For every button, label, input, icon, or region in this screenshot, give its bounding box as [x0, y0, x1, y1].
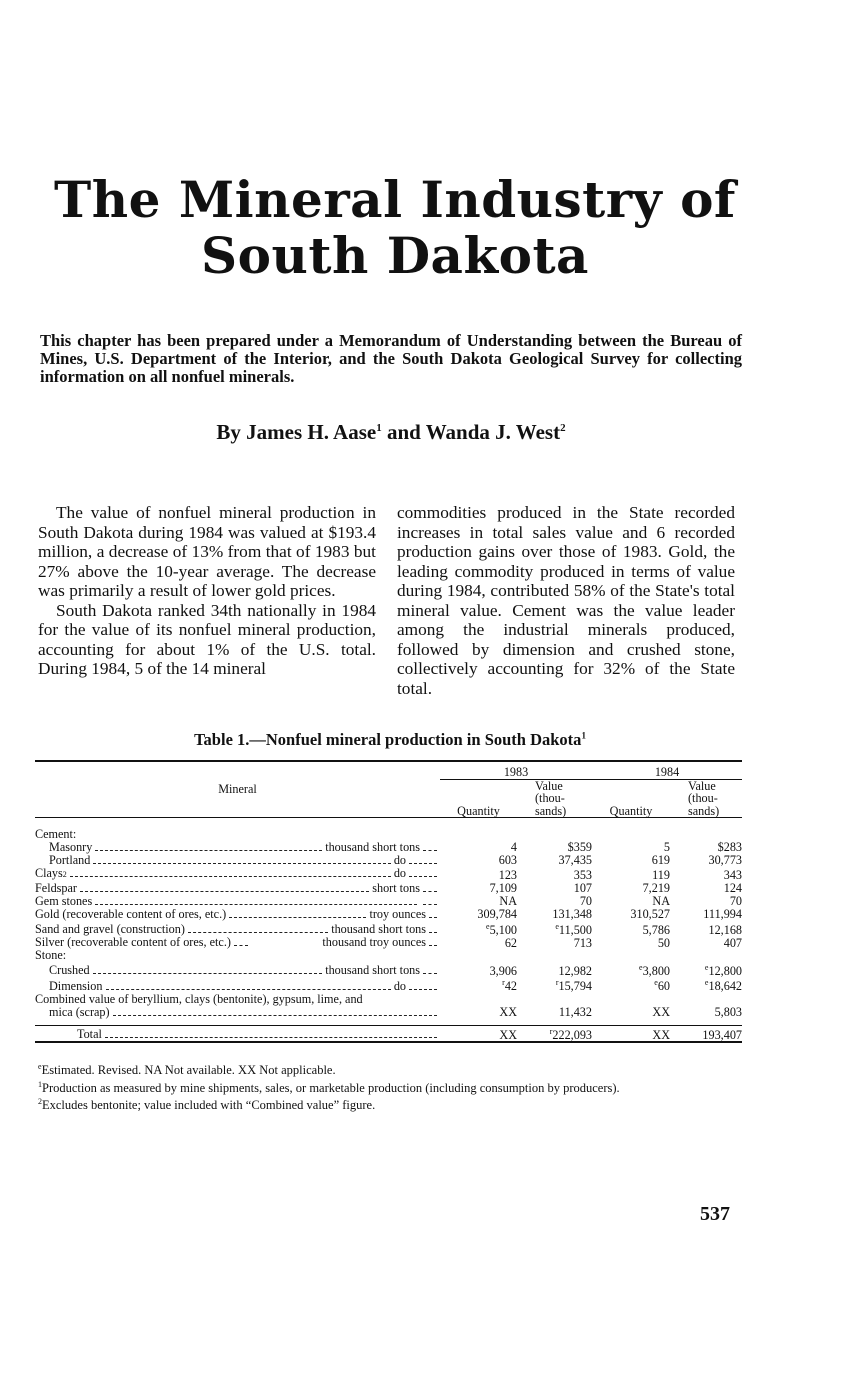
body-column-left [38, 503, 376, 679]
paragraph-1: The value of nonfuel mineral production in South Dakota during 1984 was valued at $193.4 million, a decrease of 13% from that of 1983 but 27% above the 10-year average. The decrease was primarily a result of lower gold prices. [38, 503, 376, 600]
paragraph-2: South Dakota ranked 34th nationally in 1984 for the value of its nonfuel mineral production, accounting for about 1% of the U.S. total. During 1984, 5 of the 14 mineral [38, 600, 376, 678]
byline [0, 420, 782, 445]
year-1984-header: 1984 [592, 766, 742, 779]
table-row: Silver (recoverable content of ores, etc.) thousand troy ounces 62 713 50 407 [35, 935, 742, 950]
note-2: $^2$Excludes bentonite; value included with “Combined value” figure. [38, 1097, 376, 1113]
value-1984-header: Value (thou- sands) [670, 779, 742, 818]
table-row: Feldspar short tons 7,109 107 7,219 124 [35, 880, 742, 895]
intro-statement: This chapter has been prepared under a Memorandum of Understanding between the Bureau of Mines, U.S. Department of the Interior, and the South Dakota Geological Survey for collecting information on all nonfuel minerals. [40, 331, 742, 386]
category-cement: Cement: [35, 828, 77, 841]
paragraph-2-continued: commodities produced in the State recorded increases in total sales value and 6 recorded production gains over those of 1983. Gold, the leading commodity produced in terms of value during 1984, contributed 58% of the State's total mineral value. Cement was the value leader among the industrial minerals produced, followed by dimension and crushed stone, collectively accounting for 32% of the State total. [397, 503, 735, 698]
table-row [35, 949, 742, 962]
table-row: Crushed thousand short tons 3,906 12,982 $^e$3,800 $^e$12,800 [49, 962, 742, 978]
table-row: Combined value of beryllium, clays (bentonite), gypsum, lime, and [35, 993, 363, 1006]
quantity-1983-header: Quantity [440, 779, 517, 818]
production-table [35, 760, 742, 1043]
table-row [35, 828, 742, 841]
mineral-column-header: Mineral [35, 779, 440, 818]
table-row: Dimension do $^r$42 $^r$15,794 $^e$60 $^e$18,642 [49, 978, 742, 994]
note-legend: $^e$Estimated. Revised. NA Not available. XX Not applicable. [38, 1062, 336, 1078]
table-row: Clays 2 do 123 353 119 343 [35, 866, 742, 882]
year-1983-header: 1983 [440, 766, 592, 779]
table-row: Masonry thousand short tons 4 $359 5 $283 [49, 840, 742, 855]
table-row: Portland do 603 37,435 619 30,773 [49, 853, 742, 868]
footnote-mark-2: 2 [560, 422, 566, 434]
table-notes [38, 1060, 758, 1113]
page-title [0, 172, 790, 284]
table-title: Table 1.—Nonfuel mineral production in South Dakota$^1$ [194, 730, 586, 749]
table-row: mica (scrap) XX 11,432 XX 5,803 [49, 1005, 742, 1020]
category-stone: Stone: [35, 949, 67, 962]
body-column-right [397, 503, 735, 698]
value-1983-header: Value (thou- sands) [517, 779, 592, 818]
table-row: Sand and gravel (construction) thousand short tons $^e$5,100 $^e$11,500 5,786 12,168 [35, 921, 742, 937]
page-number: 537 [700, 1203, 730, 1225]
quantity-1984-header: Quantity [592, 779, 670, 818]
total-row: Total XX $^r$222,093 XX 193,407 [35, 1025, 742, 1042]
table-row: Gold (recoverable content of ores, etc.) troy ounces 309,784 131,348 310,527 111,994 [35, 906, 742, 921]
note-1: $^1$Production as measured by mine shipments, sales, or marketable production (including consumption by producers). [38, 1079, 620, 1095]
author-1: By James H. Aase [216, 420, 377, 444]
table-row: Gem stones NA 70 NA 70 [35, 893, 742, 908]
footnote-mark-1: 1 [376, 422, 382, 434]
title-line-2: South Dakota [201, 226, 589, 285]
title-line-1: The Mineral Industry of [54, 170, 736, 229]
author-2: and Wanda J. West [381, 420, 561, 444]
